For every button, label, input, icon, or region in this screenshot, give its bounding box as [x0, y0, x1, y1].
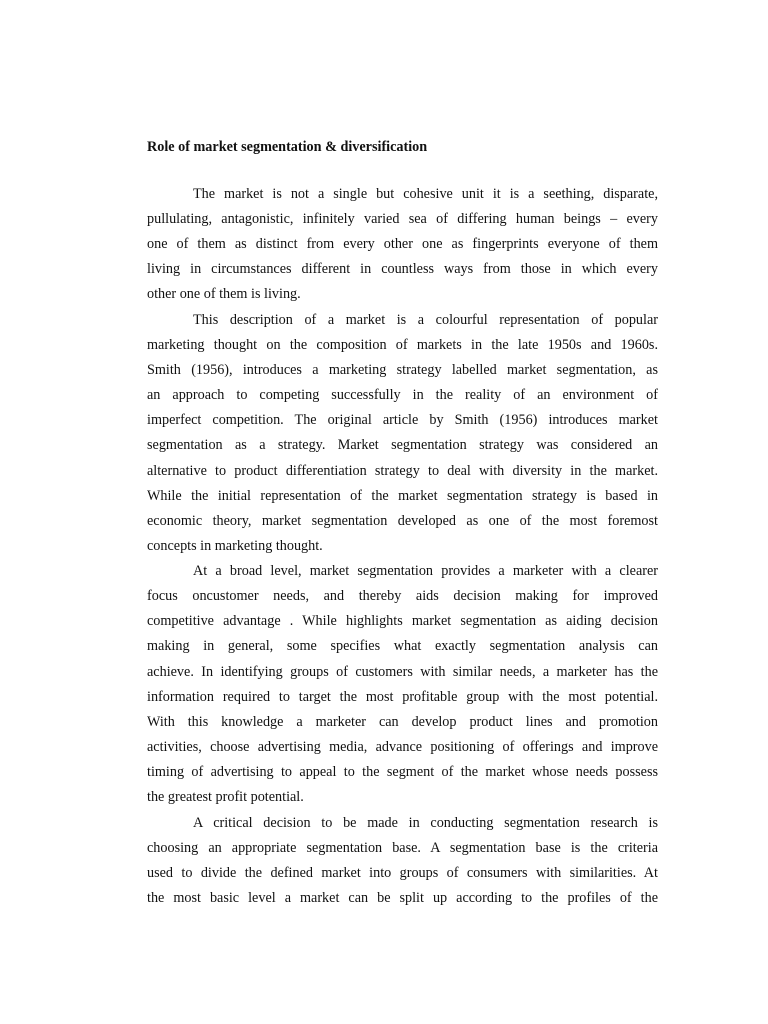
section-heading: Role of market segmentation & diversification	[147, 139, 428, 155]
paragraph-4-line-1: A critical decision to be made in conducting segmentation research is	[193, 815, 658, 831]
paragraph-2-line-6: segmentation as a strategy. Market segmentation strategy was considered an	[147, 437, 658, 453]
paragraph-4-line-4: the most basic level a market can be split up according to the profiles of the	[147, 890, 658, 906]
paragraph-2-line-8: While the initial representation of the market segmentation strategy is based in	[147, 488, 658, 504]
paragraph-3-line-7: With this knowledge a marketer can develop product lines and promotion	[147, 714, 658, 730]
paragraph-1-line-4: living in circumstances different in countless ways from those in which every	[147, 261, 658, 277]
paragraph-2-line-3: Smith (1956), introduces a marketing strategy labelled market segmentation, as	[147, 362, 658, 378]
paragraph-3-line-3: competitive advantage . While highlights market segmentation as aiding decision	[147, 613, 658, 629]
paragraph-1-line-2: pullulating, antagonistic, infinitely varied sea of differing human beings – every	[147, 211, 658, 227]
paragraph-3-line-9: timing of advertising to appeal to the segment of the market whose needs possess	[147, 764, 658, 780]
paragraph-3-line-4: making in general, some specifies what exactly segmentation analysis can	[147, 638, 658, 654]
paragraph-2-line-1: This description of a market is a colourful representation of popular	[193, 312, 658, 328]
paragraph-3-line-10: the greatest profit potential.	[147, 789, 304, 805]
paragraph-2-line-10: concepts in marketing thought.	[147, 538, 323, 554]
paragraph-2-line-2: marketing thought on the composition of markets in the late 1950s and 1960s.	[147, 337, 658, 353]
paragraph-4-line-3: used to divide the defined market into groups of consumers with similarities. At	[147, 865, 658, 881]
paragraph-1-line-3: one of them as distinct from every other one as fingerprints everyone of them	[147, 236, 658, 252]
paragraph-4-line-2: choosing an appropriate segmentation base. A segmentation base is the criteria	[147, 840, 658, 856]
paragraph-2-line-7: alternative to product differentiation strategy to deal with diversity in the market.	[147, 463, 658, 479]
paragraph-1-line-5: other one of them is living.	[147, 286, 301, 302]
paragraph-2-line-5: imperfect competition. The original article by Smith (1956) introduces market	[147, 412, 658, 428]
paragraph-3-line-6: information required to target the most profitable group with the most potential.	[147, 689, 658, 705]
paragraph-2-line-9: economic theory, market segmentation developed as one of the most foremost	[147, 513, 658, 529]
paragraph-3-line-8: activities, choose advertising media, advance positioning of offerings and improve	[147, 739, 658, 755]
paragraph-3-line-2: focus oncustomer needs, and thereby aids decision making for improved	[147, 588, 658, 604]
paragraph-1-line-1: The market is not a single but cohesive unit it is a seething, disparate,	[193, 186, 658, 202]
paragraph-3-line-5: achieve. In identifying groups of customers with similar needs, a marketer has the	[147, 664, 658, 680]
paragraph-2-line-4: an approach to competing successfully in the reality of an environment of	[147, 387, 658, 403]
paragraph-3-line-1: At a broad level, market segmentation provides a marketer with a clearer	[193, 563, 658, 579]
